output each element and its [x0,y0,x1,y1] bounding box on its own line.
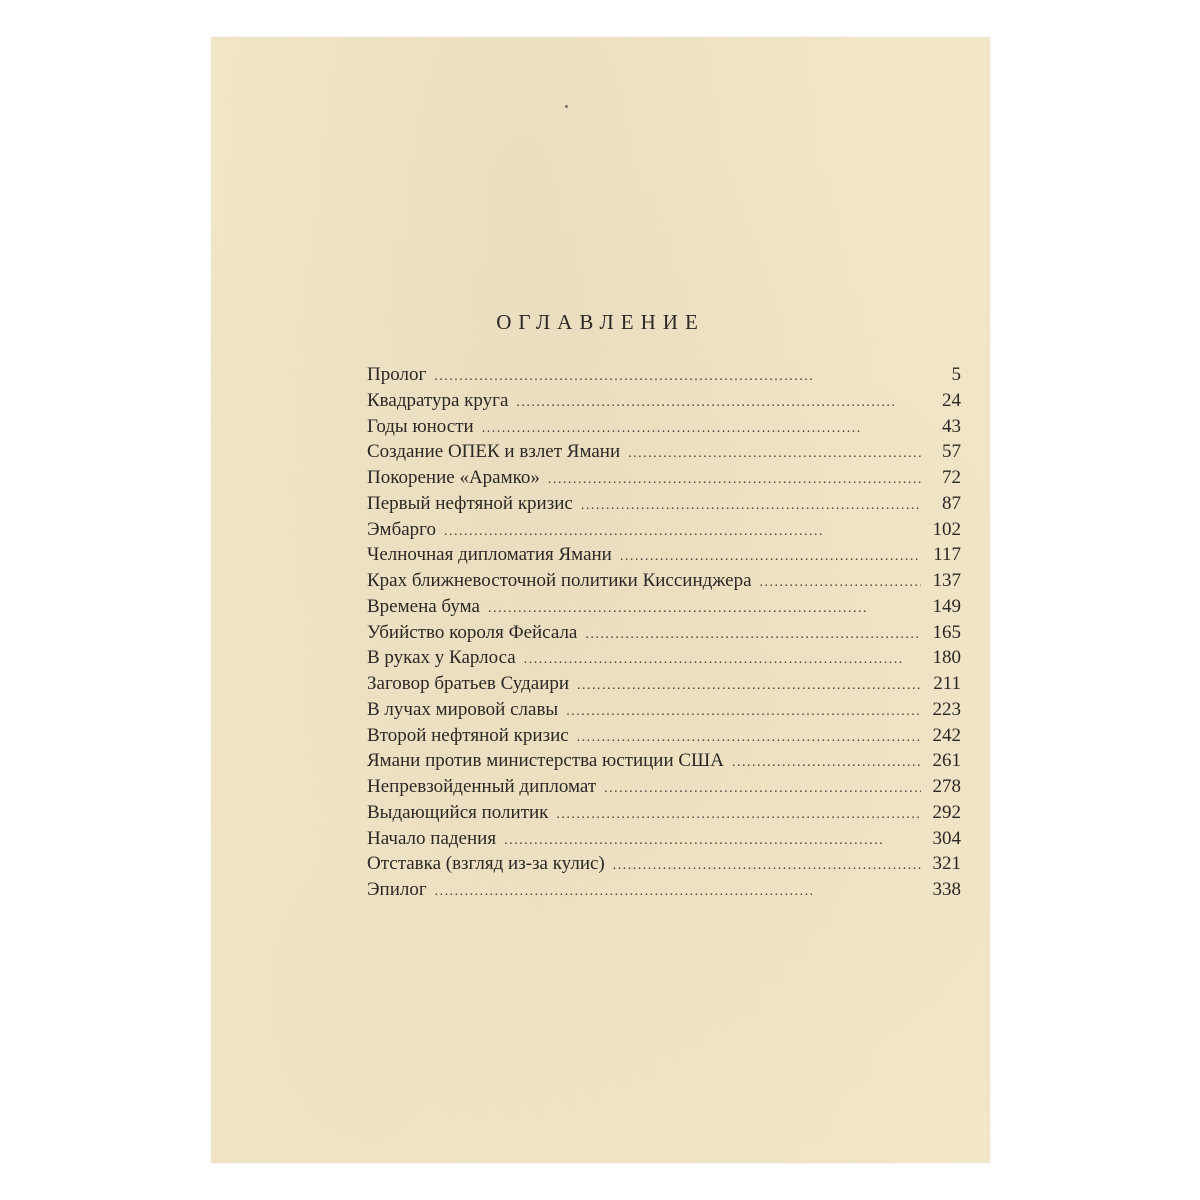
toc-entry-title: Квадратура круга [367,389,509,411]
toc-entry [367,364,961,390]
toc-entry-title: Покорение «Арамко» [367,467,540,488]
toc-entry-title: Ямани против министерства юстиции США [367,750,724,772]
toc-entry [367,390,961,416]
toc-entry-title: Начало падения [367,827,497,849]
dot-leader [434,369,921,385]
toc-entry-page: 165 [932,621,961,643]
book-page [211,37,990,1163]
toc-entry [367,493,961,519]
page-speck [565,105,568,108]
toc-entry-page: 278 [932,776,961,797]
dot-leader [577,730,921,746]
toc-entry [367,879,961,905]
toc-entry-page: 304 [932,827,961,849]
dot-leader [613,858,921,874]
toc-entry-page: 137 [932,570,961,591]
toc-entry [367,416,961,442]
toc-entry-page: 180 [932,647,961,669]
dot-leader [524,652,921,668]
toc-entry-page: 321 [932,853,961,875]
toc-entry-title: Эпилог [367,879,427,900]
toc-entry-title: Непревзойденный дипломат [367,776,597,797]
toc-entry-title: Заговор братьев Судаири [367,673,570,694]
dot-leader [566,704,921,720]
toc-entry [367,467,961,493]
dot-leader [577,678,921,694]
toc-entry [367,725,961,751]
dot-leader [556,807,921,823]
dot-leader [504,833,921,849]
dot-leader [444,524,921,540]
toc-entry-title: Отставка (взгляд из-за кулис) [367,853,605,875]
toc-entry-page: 72 [942,467,961,488]
toc-entry-page: 338 [932,879,961,900]
toc-entry-page: 43 [942,415,961,437]
toc-entry [367,622,961,648]
table-of-contents [367,364,961,905]
toc-entry-title: Убийство короля Фейсала [367,621,578,643]
dot-leader [732,755,921,771]
toc-entry [367,853,961,879]
toc-entry-page: 211 [933,673,961,694]
dot-leader [548,472,921,488]
dot-leader [482,421,921,437]
toc-entry-page: 292 [932,801,961,823]
dot-leader [488,601,921,617]
toc-entry-title: В лучах мировой славы [367,698,559,720]
toc-entry-title: В руках у Карлоса [367,647,516,669]
toc-entry-title: Создание ОПЕК и взлет Ямани [367,441,621,463]
toc-entry-page: 117 [933,544,961,566]
toc-entry-title: Времена бума [367,595,480,617]
dot-leader [585,627,921,643]
toc-entry-title: Челночная дипломатия Ямани [367,544,612,566]
toc-entry-title: Годы юности [367,415,474,437]
toc-entry-title: Крах ближневосточной политики Киссинджера [367,570,752,591]
dot-leader [760,575,921,591]
dot-leader [604,781,921,797]
toc-entry-title: Эмбарго [367,518,436,540]
toc-entry-title: Пролог [367,364,427,385]
toc-entry [367,544,961,570]
toc-entry-page: 24 [942,389,961,411]
toc-entry-page: 149 [932,595,961,617]
dot-leader [620,549,921,565]
toc-entry [367,570,961,596]
toc-entry-title: Выдающийся политик [367,801,549,823]
toc-entry-page: 102 [932,518,961,540]
toc-entry-title: Второй нефтяной кризис [367,724,569,746]
toc-entry-page: 87 [942,492,961,514]
toc-entry [367,441,961,467]
dot-leader [516,395,921,411]
dot-leader [435,884,921,900]
toc-entry [367,828,961,854]
toc-heading: ОГЛАВЛЕНИЕ [496,310,705,334]
toc-entry-title: Первый нефтяной кризис [367,492,573,514]
toc-entry-page: 242 [932,724,961,746]
dot-leader [628,446,921,462]
toc-entry-page: 223 [932,698,961,720]
toc-entry [367,802,961,828]
toc-entry-page: 261 [932,750,961,772]
toc-entry [367,519,961,545]
toc-entry [367,750,961,776]
toc-entry [367,776,961,802]
toc-entry [367,699,961,725]
toc-entry [367,647,961,673]
toc-entry-page: 5 [951,364,961,385]
toc-entry-page: 57 [942,441,961,463]
toc-entry [367,673,961,699]
dot-leader [581,498,921,514]
toc-entry [367,596,961,622]
